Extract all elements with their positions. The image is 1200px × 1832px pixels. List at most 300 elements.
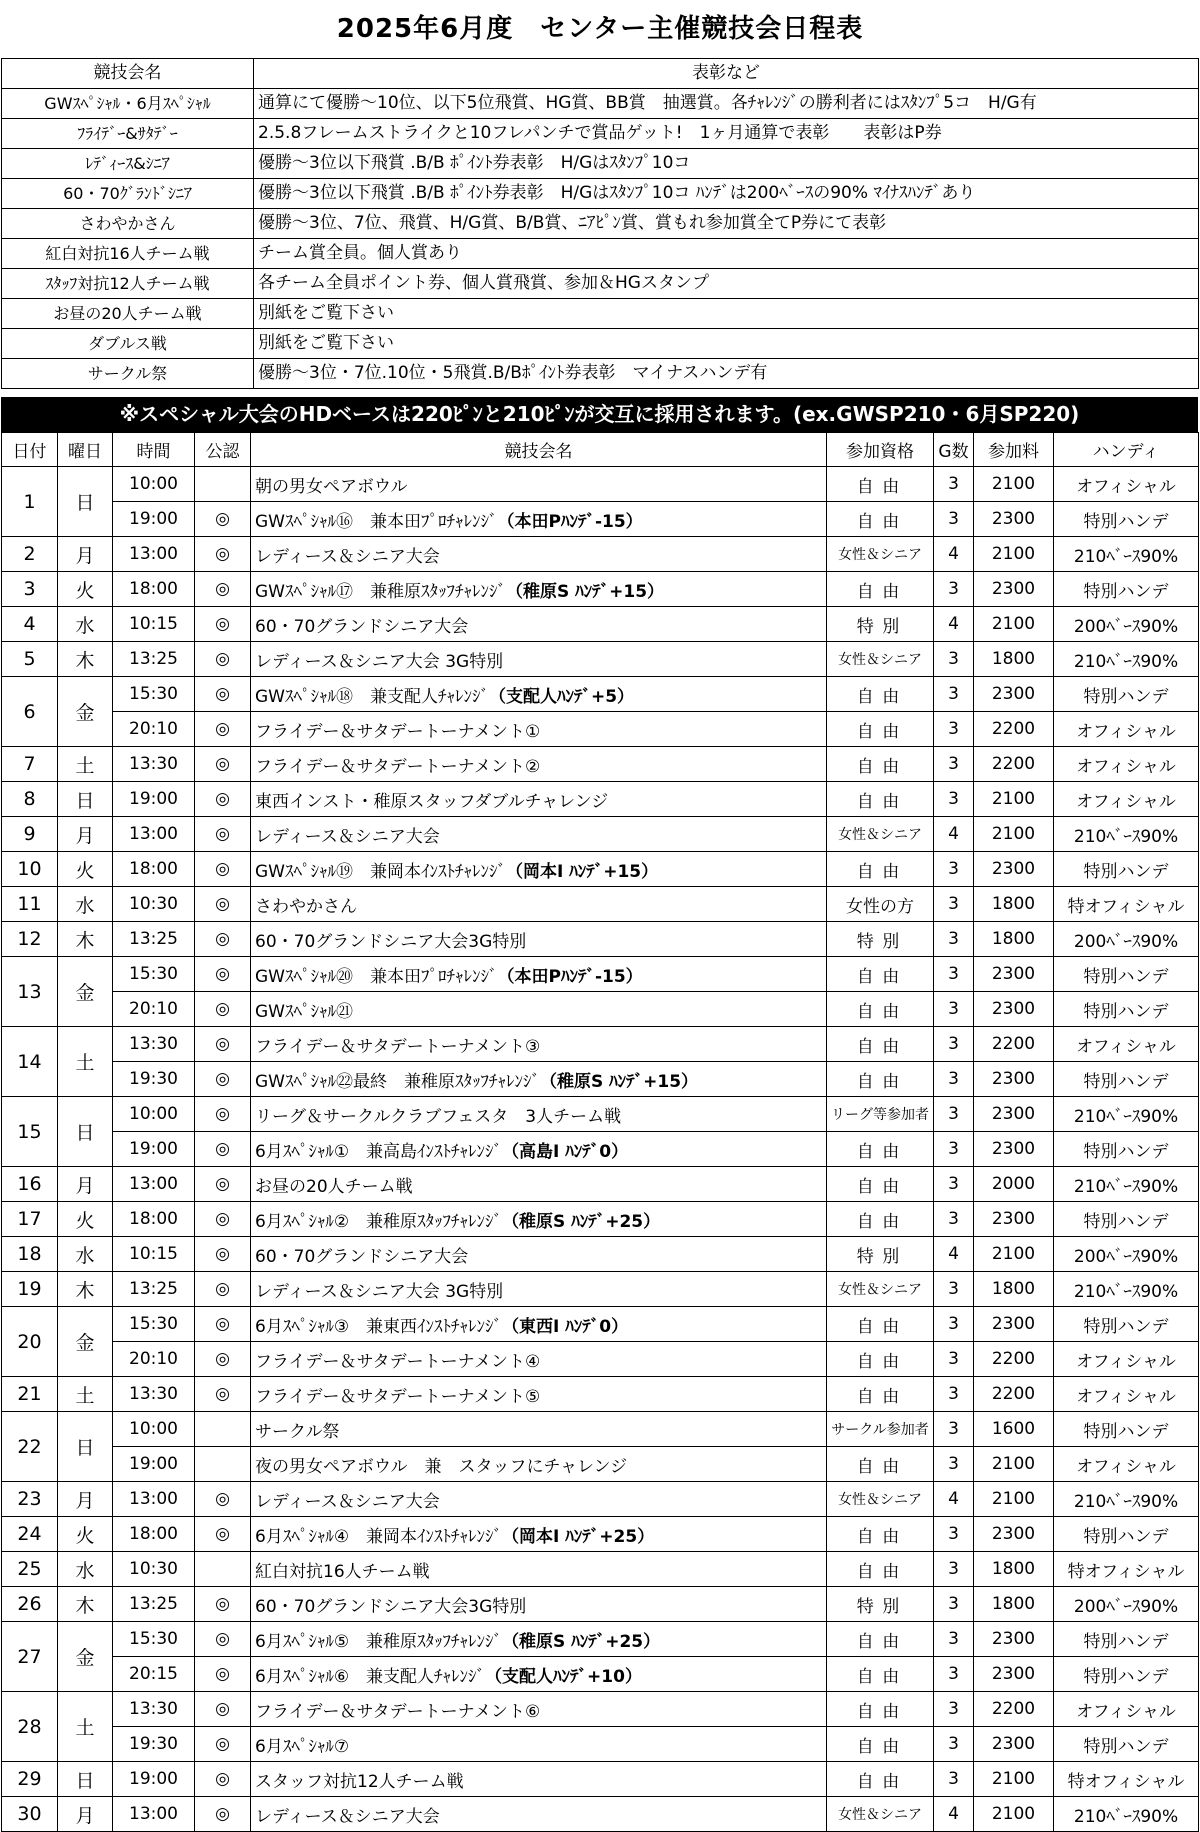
schedule-row [2, 1342, 1199, 1377]
event-name: GWｽﾍﾟｼｬﾙ㉒最終 兼稚原ｽﾀｯﾌﾁｬﾚﾝｼﾞ [255, 1071, 540, 1092]
eligibility-cell: 自由 [827, 1657, 934, 1692]
eligibility-cell: 自由 [827, 1762, 934, 1797]
time-cell: 13:25 [113, 922, 195, 957]
handicap-cell: 特別ハンデ [1054, 1307, 1199, 1342]
games-cell: 3 [934, 1622, 974, 1657]
games-cell: 3 [934, 1412, 974, 1447]
handicap-cell: 200ﾍﾞｰｽ90% [1054, 607, 1199, 642]
official-mark: ◎ [195, 747, 251, 782]
games-cell: 3 [934, 1342, 974, 1377]
weekday-cell: 火 [58, 572, 113, 607]
time-cell: 10:00 [113, 1412, 195, 1447]
time-cell: 10:15 [113, 607, 195, 642]
event-name: フライデー＆サタデートーナメント① [255, 721, 541, 742]
event-name-cell [251, 1552, 827, 1587]
award-description: 優勝～3位以下飛賞 .B/B ﾎﾟｲﾝﾄ券表彰 H/Gはｽﾀﾝﾌﾟ10コ ﾊﾝﾃﾞは200ﾍﾞｰｽの90% ﾏｲﾅｽﾊﾝﾃﾞあり [254, 179, 1199, 209]
awards-header-desc: 表彰など [254, 59, 1199, 89]
eligibility-cell: 自由 [827, 992, 934, 1027]
time-cell: 19:00 [113, 502, 195, 537]
schedule-row [2, 502, 1199, 537]
awards-row [2, 329, 1199, 359]
time-cell: 19:00 [113, 1132, 195, 1167]
schedule-row [2, 1237, 1199, 1272]
schedule-row [2, 1657, 1199, 1692]
event-name: 60・70グランドシニア大会 [255, 1246, 469, 1267]
day-cell: 22 [2, 1412, 58, 1482]
fee-cell: 2300 [974, 502, 1054, 537]
official-mark: ◎ [195, 537, 251, 572]
event-handicap-note: （支配人ﾊﾝﾃﾞ+5） [488, 686, 635, 707]
handicap-cell: 特別ハンデ [1054, 1202, 1199, 1237]
official-mark: ◎ [195, 1587, 251, 1622]
official-mark: ◎ [195, 1307, 251, 1342]
handicap-cell: 特別ハンデ [1054, 677, 1199, 712]
fee-cell: 2300 [974, 957, 1054, 992]
weekday-cell: 土 [58, 747, 113, 782]
event-name-cell [251, 1307, 827, 1342]
time-cell: 13:25 [113, 1587, 195, 1622]
weekday-cell: 金 [58, 1307, 113, 1377]
games-cell: 3 [934, 1377, 974, 1412]
eligibility-cell: 女性＆シニア [827, 537, 934, 572]
games-cell: 3 [934, 1097, 974, 1132]
handicap-cell: 210ﾍﾞｰｽ90% [1054, 537, 1199, 572]
event-name-cell [251, 712, 827, 747]
event-name-cell [251, 572, 827, 607]
weekday-cell: 木 [58, 642, 113, 677]
weekday-cell: 月 [58, 1797, 113, 1832]
games-cell: 3 [934, 782, 974, 817]
time-cell: 19:00 [113, 1762, 195, 1797]
event-name-cell [251, 1132, 827, 1167]
event-name: レディース＆シニア大会 3G特別 [255, 651, 504, 672]
official-mark: ◎ [195, 1027, 251, 1062]
awards-row [2, 119, 1199, 149]
weekday-cell: 水 [58, 1237, 113, 1272]
schedule-row [2, 1727, 1199, 1762]
time-cell: 13:00 [113, 1167, 195, 1202]
eligibility-cell: 自由 [827, 852, 934, 887]
award-event-name: ﾌﾗｲﾃﾞｰ&ｻﾀﾃﾞｰ [2, 119, 254, 149]
official-mark: ◎ [195, 572, 251, 607]
award-description: 各チーム全員ポイント券、個人賞飛賞、参加＆HGスタンプ [254, 269, 1199, 299]
official-mark [195, 1447, 251, 1482]
awards-header-row [2, 59, 1199, 89]
schedule-row [2, 1307, 1199, 1342]
eligibility-cell: 自由 [827, 677, 934, 712]
eligibility-cell: 自由 [827, 1202, 934, 1237]
event-handicap-note: （本田Pﾊﾝﾃﾞ-15） [497, 966, 643, 987]
event-handicap-note: （東西I ﾊﾝﾃﾞ0） [502, 1316, 629, 1337]
event-name: 60・70グランドシニア大会 [255, 616, 469, 637]
handicap-cell: オフィシャル [1054, 1447, 1199, 1482]
official-mark: ◎ [195, 1482, 251, 1517]
handicap-cell: 210ﾍﾞｰｽ90% [1054, 642, 1199, 677]
handicap-cell: 特別ハンデ [1054, 992, 1199, 1027]
fee-cell: 2100 [974, 1482, 1054, 1517]
award-description: 優勝～3位、7位、飛賞、H/G賞、B/B賞、ﾆｱﾋﾟﾝ賞、賞もれ参加賞全てP券にて表彰 [254, 209, 1199, 239]
event-name-cell [251, 502, 827, 537]
games-cell: 3 [934, 1762, 974, 1797]
time-cell: 13:30 [113, 1377, 195, 1412]
day-cell: 29 [2, 1762, 58, 1797]
time-cell: 18:00 [113, 1517, 195, 1552]
schedule-row [2, 1622, 1199, 1657]
schedule-row [2, 1447, 1199, 1482]
event-name-cell [251, 1097, 827, 1132]
awards-row [2, 179, 1199, 209]
eligibility-cell: 自由 [827, 1552, 934, 1587]
schedule-row [2, 642, 1199, 677]
event-handicap-note: （岡本I ﾊﾝﾃﾞ+25） [502, 1526, 655, 1547]
fee-cell: 2100 [974, 1237, 1054, 1272]
event-name-cell [251, 1657, 827, 1692]
games-cell: 3 [934, 1727, 974, 1762]
eligibility-cell: 自由 [827, 1727, 934, 1762]
official-mark: ◎ [195, 1517, 251, 1552]
day-cell: 4 [2, 607, 58, 642]
event-name-cell [251, 642, 827, 677]
event-name: 6月ｽﾍﾟｼｬﾙ⑤ 兼稚原ｽﾀｯﾌﾁｬﾚﾝｼﾞ [255, 1631, 503, 1652]
fee-cell: 2300 [974, 677, 1054, 712]
handicap-cell: 特別ハンデ [1054, 1727, 1199, 1762]
day-cell: 15 [2, 1097, 58, 1167]
official-mark: ◎ [195, 1272, 251, 1307]
fee-cell: 2300 [974, 1307, 1054, 1342]
event-handicap-note: （稚原S ﾊﾝﾃﾞ+15） [539, 1071, 699, 1092]
eligibility-cell: 特別 [827, 607, 934, 642]
event-name-cell [251, 747, 827, 782]
event-name-cell [251, 1797, 827, 1832]
handicap-cell: 特別ハンデ [1054, 852, 1199, 887]
event-name-cell [251, 1237, 827, 1272]
event-name: フライデー＆サタデートーナメント③ [255, 1036, 541, 1057]
day-cell: 16 [2, 1167, 58, 1202]
event-handicap-note: （支配人ﾊﾝﾃﾞ+10） [485, 1666, 642, 1687]
games-cell: 3 [934, 1062, 974, 1097]
award-event-name: GWｽﾍﾟｼｬﾙ・6月ｽﾍﾟｼｬﾙ [2, 89, 254, 119]
event-handicap-note: （稚原S ﾊﾝﾃﾞ+15） [505, 581, 665, 602]
time-cell: 18:00 [113, 852, 195, 887]
eligibility-cell: 自由 [827, 1447, 934, 1482]
event-name-cell [251, 1482, 827, 1517]
schedule-row [2, 712, 1199, 747]
handicap-cell: 200ﾍﾞｰｽ90% [1054, 1587, 1199, 1622]
schedule-row [2, 1202, 1199, 1237]
official-mark: ◎ [195, 502, 251, 537]
day-cell: 11 [2, 887, 58, 922]
eligibility-cell: 自由 [827, 1342, 934, 1377]
hd-base-notice-banner: ※スペシャル大会のHDベースは220ﾋﾟﾝと210ﾋﾟﾝが交互に採用されます。(ex.GWSP210・6月SP220) [1, 397, 1198, 432]
schedule-row [2, 607, 1199, 642]
fee-cell: 2300 [974, 1202, 1054, 1237]
award-event-name: お昼の20人チーム戦 [2, 299, 254, 329]
day-cell: 12 [2, 922, 58, 957]
weekday-cell: 月 [58, 537, 113, 572]
time-cell: 13:30 [113, 747, 195, 782]
schedule-row [2, 1552, 1199, 1587]
weekday-cell: 土 [58, 1692, 113, 1762]
games-cell: 3 [934, 1272, 974, 1307]
awards-row [2, 359, 1199, 389]
fee-cell: 1800 [974, 1272, 1054, 1307]
event-name-cell [251, 957, 827, 992]
event-name: GWｽﾍﾟｼｬﾙ⑰ 兼稚原ｽﾀｯﾌﾁｬﾚﾝｼﾞ [255, 581, 506, 602]
official-mark [195, 467, 251, 502]
event-name: リーグ＆サークルクラブフェスタ 3人チーム戦 [255, 1106, 622, 1127]
official-mark: ◎ [195, 1097, 251, 1132]
weekday-cell: 土 [58, 1377, 113, 1412]
eligibility-cell: 自由 [827, 1622, 934, 1657]
handicap-cell: 特オフィシャル [1054, 1762, 1199, 1797]
eligibility-cell: 自由 [827, 747, 934, 782]
games-cell: 4 [934, 1797, 974, 1832]
games-cell: 4 [934, 817, 974, 852]
games-cell: 3 [934, 852, 974, 887]
schedule-row [2, 1797, 1199, 1832]
event-name-cell [251, 677, 827, 712]
eligibility-cell: 自由 [827, 467, 934, 502]
event-name-cell [251, 1272, 827, 1307]
award-event-name: ﾚﾃﾞｨｰｽ&ｼﾆｱ [2, 149, 254, 179]
day-cell: 5 [2, 642, 58, 677]
handicap-cell: オフィシャル [1054, 712, 1199, 747]
eligibility-cell: サークル参加者 [827, 1412, 934, 1447]
award-event-name: サークル祭 [2, 359, 254, 389]
award-event-name: さわやかさん [2, 209, 254, 239]
time-cell: 20:15 [113, 1657, 195, 1692]
time-cell: 13:00 [113, 537, 195, 572]
games-cell: 3 [934, 992, 974, 1027]
event-name-cell [251, 887, 827, 922]
event-handicap-note: （高島I ﾊﾝﾃﾞ0） [502, 1141, 629, 1162]
fee-cell: 2200 [974, 1342, 1054, 1377]
schedule-row [2, 1167, 1199, 1202]
schedule-row [2, 1027, 1199, 1062]
official-mark: ◎ [195, 817, 251, 852]
weekday-cell: 日 [58, 1412, 113, 1482]
col-header-official: 公認 [195, 433, 251, 467]
schedule-row [2, 957, 1199, 992]
day-cell: 20 [2, 1307, 58, 1377]
col-header-handicap: ハンディ [1054, 433, 1199, 467]
event-name-cell [251, 1027, 827, 1062]
time-cell: 19:00 [113, 1447, 195, 1482]
day-cell: 3 [2, 572, 58, 607]
award-description: 2.5.8フレームストライクと10フレパンチで賞品ゲット! 1ヶ月通算で表彰 表彰はP券 [254, 119, 1199, 149]
handicap-cell: 特別ハンデ [1054, 572, 1199, 607]
eligibility-cell: 自由 [827, 1307, 934, 1342]
award-description: 通算にて優勝～10位、以下5位飛賞、HG賞、BB賞 抽選賞。各ﾁｬﾚﾝｼﾞの勝利者にはｽﾀﾝﾌﾟ5コ H/G有 [254, 89, 1199, 119]
day-cell: 18 [2, 1237, 58, 1272]
fee-cell: 2300 [974, 1657, 1054, 1692]
award-description: 別紙をご覧下さい [254, 329, 1199, 359]
event-name: 紅白対抗16人チーム戦 [255, 1561, 430, 1582]
schedule-row [2, 922, 1199, 957]
fee-cell: 2100 [974, 1762, 1054, 1797]
weekday-cell: 火 [58, 1202, 113, 1237]
eligibility-cell: リーグ等参加者 [827, 1097, 934, 1132]
time-cell: 10:30 [113, 1552, 195, 1587]
official-mark: ◎ [195, 1167, 251, 1202]
event-name-cell [251, 1377, 827, 1412]
eligibility-cell: 自由 [827, 1167, 934, 1202]
fee-cell: 2100 [974, 607, 1054, 642]
award-event-name: ダブルス戦 [2, 329, 254, 359]
handicap-cell: 210ﾍﾞｰｽ90% [1054, 1097, 1199, 1132]
award-event-name: 60・70ｸﾞﾗﾝﾄﾞｼﾆｱ [2, 179, 254, 209]
awards-row [2, 269, 1199, 299]
fee-cell: 2100 [974, 1797, 1054, 1832]
event-name: レディース＆シニア大会 3G特別 [255, 1281, 504, 1302]
schedule-row [2, 1272, 1199, 1307]
official-mark [195, 1552, 251, 1587]
weekday-cell: 月 [58, 817, 113, 852]
awards-table [1, 58, 1199, 389]
official-mark: ◎ [195, 1237, 251, 1272]
schedule-row [2, 782, 1199, 817]
fee-cell: 2300 [974, 1132, 1054, 1167]
event-name-cell [251, 992, 827, 1027]
schedule-header-row [2, 433, 1199, 467]
handicap-cell: 特別ハンデ [1054, 502, 1199, 537]
official-mark: ◎ [195, 1657, 251, 1692]
games-cell: 3 [934, 1587, 974, 1622]
day-cell: 19 [2, 1272, 58, 1307]
col-header-eligibility: 参加資格 [827, 433, 934, 467]
handicap-cell: オフィシャル [1054, 747, 1199, 782]
handicap-cell: オフィシャル [1054, 782, 1199, 817]
schedule-row [2, 572, 1199, 607]
time-cell: 18:00 [113, 572, 195, 607]
schedule-row [2, 852, 1199, 887]
games-cell: 4 [934, 1482, 974, 1517]
fee-cell: 2200 [974, 747, 1054, 782]
weekday-cell: 水 [58, 607, 113, 642]
day-cell: 21 [2, 1377, 58, 1412]
weekday-cell: 木 [58, 1272, 113, 1307]
fee-cell: 2300 [974, 572, 1054, 607]
games-cell: 3 [934, 1202, 974, 1237]
weekday-cell: 木 [58, 922, 113, 957]
awards-row [2, 239, 1199, 269]
event-name: レディース＆シニア大会 [255, 1806, 440, 1827]
day-cell: 25 [2, 1552, 58, 1587]
games-cell: 3 [934, 712, 974, 747]
official-mark: ◎ [195, 1727, 251, 1762]
weekday-cell: 金 [58, 677, 113, 747]
games-cell: 3 [934, 1132, 974, 1167]
day-cell: 17 [2, 1202, 58, 1237]
weekday-cell: 水 [58, 887, 113, 922]
event-name: フライデー＆サタデートーナメント⑥ [255, 1701, 541, 1722]
games-cell: 3 [934, 1307, 974, 1342]
day-cell: 2 [2, 537, 58, 572]
event-handicap-note: （稚原S ﾊﾝﾃﾞ+25） [502, 1211, 661, 1232]
day-cell: 14 [2, 1027, 58, 1097]
official-mark: ◎ [195, 992, 251, 1027]
time-cell: 13:30 [113, 1692, 195, 1727]
schedule-table [1, 432, 1199, 1832]
event-name-cell [251, 1342, 827, 1377]
weekday-cell: 日 [58, 782, 113, 817]
day-cell: 7 [2, 747, 58, 782]
schedule-row [2, 1587, 1199, 1622]
time-cell: 20:10 [113, 1342, 195, 1377]
official-mark: ◎ [195, 957, 251, 992]
eligibility-cell: 女性＆シニア [827, 1797, 934, 1832]
event-name-cell [251, 1167, 827, 1202]
fee-cell: 2100 [974, 817, 1054, 852]
games-cell: 3 [934, 1027, 974, 1062]
time-cell: 13:00 [113, 1482, 195, 1517]
time-cell: 18:00 [113, 1202, 195, 1237]
games-cell: 3 [934, 572, 974, 607]
time-cell: 20:10 [113, 712, 195, 747]
page-title: 2025年6月度 センター主催競技会日程表 [336, 14, 864, 44]
day-cell: 27 [2, 1622, 58, 1692]
weekday-cell: 水 [58, 1552, 113, 1587]
event-name: レディース＆シニア大会 [255, 826, 440, 847]
eligibility-cell: 女性＆シニア [827, 1482, 934, 1517]
event-name-cell [251, 1762, 827, 1797]
official-mark: ◎ [195, 782, 251, 817]
event-name: レディース＆シニア大会 [255, 1491, 440, 1512]
official-mark [195, 1412, 251, 1447]
games-cell: 3 [934, 502, 974, 537]
handicap-cell: 特別ハンデ [1054, 1517, 1199, 1552]
eligibility-cell: 自由 [827, 502, 934, 537]
event-handicap-note: （岡本I ﾊﾝﾃﾞ+15） [505, 861, 659, 882]
col-header-time: 時間 [113, 433, 195, 467]
schedule-row [2, 747, 1199, 782]
time-cell: 10:00 [113, 467, 195, 502]
eligibility-cell: 自由 [827, 1377, 934, 1412]
col-header-event: 競技会名 [251, 433, 827, 467]
time-cell: 19:30 [113, 1062, 195, 1097]
eligibility-cell: 特別 [827, 922, 934, 957]
eligibility-cell: 自由 [827, 1062, 934, 1097]
fee-cell: 2200 [974, 1027, 1054, 1062]
award-description: チーム賞全員。個人賞あり [254, 239, 1199, 269]
eligibility-cell: 女性＆シニア [827, 817, 934, 852]
time-cell: 13:25 [113, 1272, 195, 1307]
fee-cell: 1800 [974, 887, 1054, 922]
fee-cell: 1800 [974, 642, 1054, 677]
eligibility-cell: 自由 [827, 572, 934, 607]
event-name-cell [251, 537, 827, 572]
event-name: スタッフ対抗12人チーム戦 [255, 1771, 464, 1792]
eligibility-cell: 自由 [827, 712, 934, 747]
time-cell: 15:30 [113, 1622, 195, 1657]
awards-row [2, 89, 1199, 119]
event-name: フライデー＆サタデートーナメント④ [255, 1351, 541, 1372]
handicap-cell: 特オフィシャル [1054, 1552, 1199, 1587]
handicap-cell: 特別ハンデ [1054, 1132, 1199, 1167]
col-header-fee: 参加料 [974, 433, 1054, 467]
fee-cell: 2300 [974, 992, 1054, 1027]
schedule-row [2, 1132, 1199, 1167]
official-mark: ◎ [195, 1762, 251, 1797]
official-mark: ◎ [195, 642, 251, 677]
eligibility-cell: 自由 [827, 1132, 934, 1167]
fee-cell: 2300 [974, 1622, 1054, 1657]
fee-cell: 2300 [974, 852, 1054, 887]
eligibility-cell: 自由 [827, 1517, 934, 1552]
handicap-cell: 特別ハンデ [1054, 1622, 1199, 1657]
official-mark: ◎ [195, 607, 251, 642]
awards-header-name: 競技会名 [2, 59, 254, 89]
